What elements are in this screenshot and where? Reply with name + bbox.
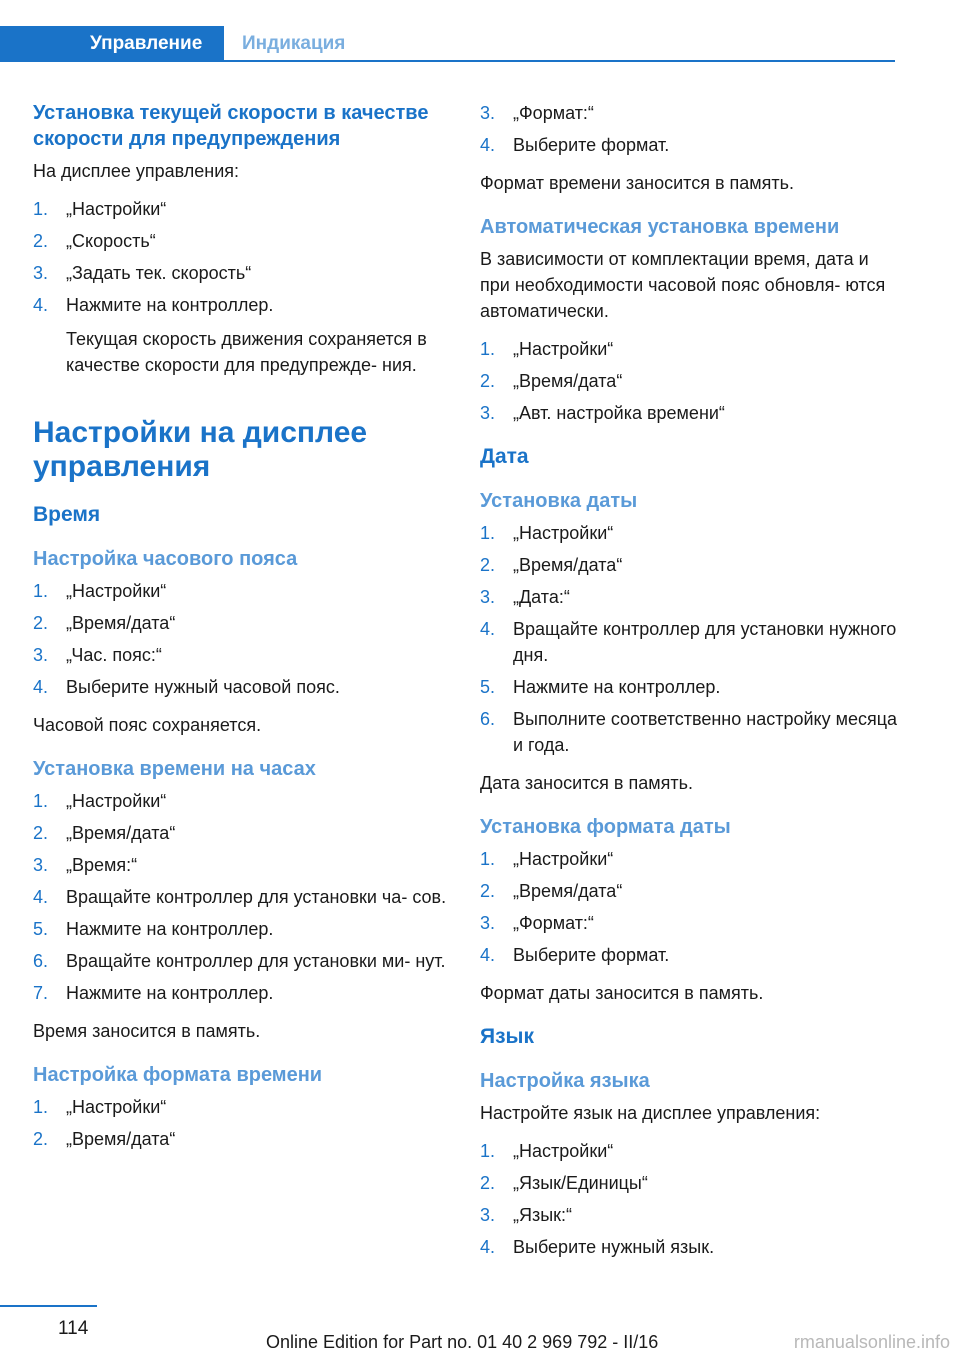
list-item [33, 674, 453, 700]
list-item [33, 980, 453, 1006]
step-text: „Авт. настройка времени“ [513, 403, 725, 423]
paragraph-date-format-saved: Формат даты заносится в память. [480, 983, 764, 1003]
step-number: 1. [33, 581, 49, 601]
step-text: „Время/дата“ [513, 555, 623, 575]
heading-set-language: Настройка языка [480, 1070, 650, 1092]
heading-auto-time: Автоматическая установка времени [480, 216, 840, 238]
step-text: Вращайте контроллер для установки ми- нут. [66, 951, 446, 971]
step-number: 6. [480, 709, 496, 729]
heading-timezone: Настройка часового пояса [33, 548, 298, 570]
step-number: 1. [480, 1141, 496, 1161]
list-item [33, 916, 453, 942]
step-text: Нажмите на контроллер. [513, 677, 721, 697]
paragraph-language: Настройте язык на дисплее управления: [480, 1103, 821, 1123]
list-item [480, 706, 900, 758]
step-number: 2. [480, 1173, 496, 1193]
steps-warning-speed [33, 196, 453, 378]
step-number: 1. [480, 523, 496, 543]
step-text: „Скорость“ [66, 231, 156, 251]
step-text: „Время/дата“ [66, 823, 176, 843]
step-number: 4. [480, 945, 496, 965]
heading-set-date: Установка даты [480, 490, 638, 512]
list-item [33, 260, 453, 286]
list-item [480, 520, 900, 546]
step-text: „Формат:“ [513, 913, 594, 933]
step-text: Вращайте контроллер для установки ча- сов. [66, 887, 447, 907]
step-number: 4. [480, 135, 496, 155]
step-number: 4. [480, 1237, 496, 1257]
step-text: „Время/дата“ [66, 613, 176, 633]
step-text: Выберите нужный часовой пояс. [66, 677, 340, 697]
step-number: 6. [33, 951, 49, 971]
step-note: Текущая скорость движения сохраняется в качестве скорости для предупрежде- ния. [66, 329, 427, 375]
step-text: „Время/дата“ [513, 371, 623, 391]
heading-time: Время [33, 503, 101, 526]
step-number: 2. [480, 371, 496, 391]
step-number: 3. [480, 1205, 496, 1225]
list-item [480, 400, 900, 426]
step-text: „Время/дата“ [513, 881, 623, 901]
heading-date: Дата [480, 445, 529, 468]
step-text: Выберите формат. [513, 945, 670, 965]
step-number: 1. [33, 1097, 49, 1117]
list-item [33, 292, 453, 378]
step-number: 3. [33, 645, 49, 665]
step-text: „Язык:“ [513, 1205, 573, 1225]
steps-timezone [33, 578, 453, 700]
list-item [480, 674, 900, 700]
step-text: „Настройки“ [66, 581, 167, 601]
step-text: „Настройки“ [513, 339, 614, 359]
list-item [33, 642, 453, 668]
step-number: 3. [33, 855, 49, 875]
list-item [480, 368, 900, 394]
step-text: „Час. пояс:“ [66, 645, 162, 665]
list-item [480, 910, 900, 936]
steps-date-format [480, 846, 900, 968]
step-text: Нажмите на контроллер. [66, 919, 274, 939]
step-text: „Настройки“ [513, 1141, 614, 1161]
step-text: „Время:“ [66, 855, 138, 875]
step-number: 1. [33, 199, 49, 219]
step-number: 2. [480, 881, 496, 901]
list-item [480, 552, 900, 578]
list-item [480, 878, 900, 904]
steps-time-format [33, 1094, 453, 1152]
step-text: „Формат:“ [513, 103, 594, 123]
list-item [33, 788, 453, 814]
step-text: Выберите нужный язык. [513, 1237, 715, 1257]
list-item [33, 884, 453, 910]
list-item [33, 196, 453, 222]
step-number: 2. [480, 555, 496, 575]
header-tabbar [0, 26, 895, 62]
list-item [33, 820, 453, 846]
footer-edition: Online Edition for Part no. 01 40 2 969 792 - II/16 [266, 1332, 659, 1352]
step-number: 3. [480, 103, 496, 123]
step-number: 3. [33, 263, 49, 283]
step-number: 2. [33, 1129, 49, 1149]
heading-language: Язык [480, 1025, 534, 1048]
step-text: „Время/дата“ [66, 1129, 176, 1149]
step-number: 5. [33, 919, 49, 939]
list-item [33, 610, 453, 636]
step-number: 4. [33, 887, 49, 907]
step-number: 4. [480, 619, 496, 639]
list-item [480, 100, 900, 126]
step-number: 1. [480, 339, 496, 359]
step-number: 3. [480, 587, 496, 607]
step-number: 1. [33, 791, 49, 811]
list-item [33, 852, 453, 878]
step-text: „Настройки“ [513, 849, 614, 869]
heading-warning-speed: Установка текущей скорости в качестве скорости для предупреждения [33, 102, 429, 150]
heading-date-format: Установка формата даты [480, 816, 731, 838]
list-item [33, 948, 453, 974]
step-text: Нажмите на контроллер. [66, 983, 274, 1003]
tab-indication[interactable]: Индикация [242, 33, 346, 54]
list-item [480, 584, 900, 610]
step-text: „Настройки“ [513, 523, 614, 543]
step-text: „Язык/Единицы“ [513, 1173, 648, 1193]
paragraph-date-saved: Дата заносится в память. [480, 773, 693, 793]
step-number: 1. [480, 849, 496, 869]
paragraph-display: На дисплее управления: [33, 161, 240, 181]
page-number: 114 [58, 1318, 89, 1339]
step-text: Выполните соответственно настройку месяца и года. [513, 709, 898, 755]
paragraph-time-saved: Время заносится в память. [33, 1021, 261, 1041]
step-text: „Дата:“ [513, 587, 570, 607]
tab-control[interactable]: Управление [0, 26, 224, 62]
list-item [33, 1126, 453, 1152]
list-item [33, 228, 453, 254]
steps-time-format-cont [480, 100, 900, 158]
heading-time-format: Настройка формата времени [33, 1064, 323, 1086]
list-item [33, 578, 453, 604]
list-item [480, 1138, 900, 1164]
list-item [33, 1094, 453, 1120]
steps-language [480, 1138, 900, 1260]
right-column [480, 100, 900, 1272]
list-item [480, 846, 900, 872]
list-item [480, 1170, 900, 1196]
heading-settings-display: Настройки на дисплее управления [33, 416, 368, 483]
step-text: „Настройки“ [66, 1097, 167, 1117]
list-item [480, 942, 900, 968]
step-number: 4. [33, 677, 49, 697]
list-item [480, 1234, 900, 1260]
step-text: Выберите формат. [513, 135, 670, 155]
step-text: Вращайте контроллер для установки нужного дня. [513, 619, 897, 665]
left-column [33, 100, 453, 1164]
step-number: 2. [33, 823, 49, 843]
list-item [480, 1202, 900, 1228]
list-item [480, 132, 900, 158]
step-number: 2. [33, 613, 49, 633]
steps-set-time [33, 788, 453, 1006]
step-number: 3. [480, 913, 496, 933]
paragraph-auto-time: В зависимости от комплектации время, дата и при необходимости часовой пояс обновля- ются автоматически. [480, 249, 886, 321]
step-number: 7. [33, 983, 49, 1003]
heading-set-time: Установка времени на часах [33, 758, 316, 780]
step-number: 2. [33, 231, 49, 251]
step-number: 4. [33, 295, 49, 315]
paragraph-time-format-saved: Формат времени заносится в память. [480, 173, 795, 193]
step-number: 5. [480, 677, 496, 697]
step-text: „Настройки“ [66, 199, 167, 219]
list-item [480, 616, 900, 668]
step-number: 3. [480, 403, 496, 423]
step-text: Нажмите на контроллер. [66, 295, 274, 315]
footer-divider [0, 1305, 97, 1307]
step-text: „Настройки“ [66, 791, 167, 811]
step-text: „Задать тек. скорость“ [66, 263, 252, 283]
watermark: rmanualsonline.info [793, 1332, 950, 1352]
paragraph-timezone-saved: Часовой пояс сохраняется. [33, 715, 262, 735]
list-item [480, 336, 900, 362]
steps-set-date [480, 520, 900, 758]
steps-auto-time [480, 336, 900, 426]
